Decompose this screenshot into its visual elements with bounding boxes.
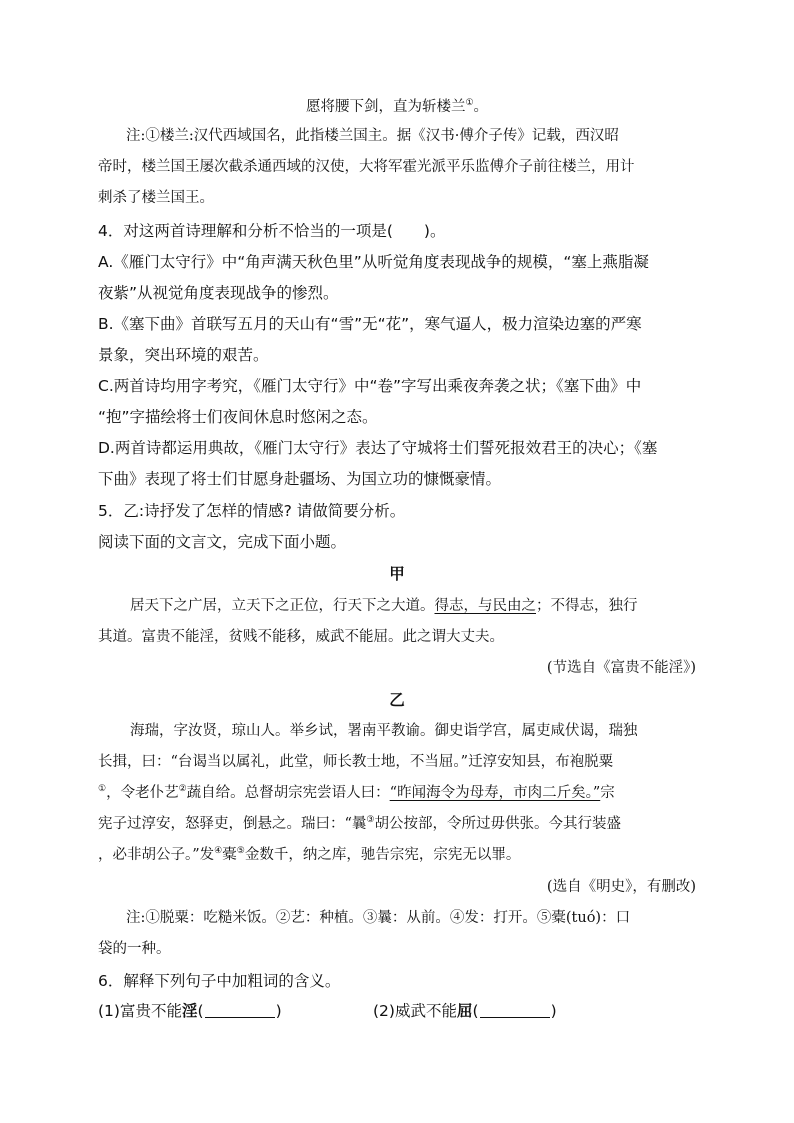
q4-option-a-line-2: 夜紫”从视觉角度表现战争的惨烈。 [98, 284, 339, 302]
footnote-mark: ④ [214, 846, 223, 857]
passage-yi-text: 蔬自给。总督胡宗宪尝语人曰： [186, 785, 390, 801]
underlined-sentence: “昨闻海令为母寿，市肉二斤矣。” [389, 785, 601, 801]
poem-note-line-1: 注:①楼兰:汉代西域国名，此指楼兰国主。据《汉书·傅介子传》记载，西汉昭 [126, 128, 619, 144]
passage-jia-line-1 [130, 596, 638, 616]
q4-option-c-line-1: C.两首诗均用字考究，《雁门太守行》中“卷”字写出乘夜奔袭之状；《塞下曲》中 [98, 377, 642, 395]
passage-yi-source: (选自《明史》，有删改) [546, 879, 696, 895]
q4-option-b-line-2: 景象，突出环境的艰苦。 [98, 346, 269, 364]
q4-option-b-line-1: B.《塞下曲》首联写五月的天山有“雪”无“花”，寒气逼人，极力渲染边塞的严寒 [98, 315, 642, 333]
footnote-mark: ① [98, 784, 107, 795]
item-text: 威武不能 [394, 1002, 457, 1020]
answer-blank[interactable] [205, 1003, 275, 1018]
poem-line-end: 。 [473, 99, 489, 115]
passage-yi-line-1: 海瑞，字汝贤，琼山人。举乡试，署南平教谕。御史诣学宫，属吏咸伏谒，瑞独 [130, 723, 638, 739]
poem-note-line-2: 帝时，楼兰国王屡次截杀通西域的汉使，大将军霍光派平乐监傅介子前往楼兰，用计 [98, 159, 635, 175]
passage-yi-text: 金数千，纳之库，驰告宗宪，宗宪无以罪。 [244, 847, 521, 863]
bold-word: 淫 [181, 1002, 198, 1020]
poem-line-text: 愿将腰下剑，直为斩楼兰 [305, 99, 466, 115]
q6-item-2: (2)威武不能屈( ) [373, 1002, 557, 1020]
q6-item-1: (1)富贵不能淫( ) [98, 1002, 282, 1020]
passage-yi-line-4 [98, 814, 621, 834]
item-text: 富贵不能 [119, 1002, 182, 1020]
passage-yi-line-3 [98, 783, 615, 803]
q4-option-a-line-1: A.《雁门太守行》中“角声满天秋色里”从听觉角度表现战争的规模，“塞上燕脂凝 [98, 253, 649, 271]
question-6-stem: 6．解释下列句子中加粗词的含义。 [98, 972, 341, 990]
passage-yi-line-2: 长揖，曰：“台谒当以属礼，此堂，师长教士地，不当屈。”迁淳安知县，布袍脱粟 [98, 754, 614, 770]
item-number: (1) [98, 1002, 120, 1020]
footnote-mark: ⑤ [236, 846, 245, 857]
passage-yi-text: 宪子过淳安，怒驿吏，倒悬之。瑞曰：“曩 [98, 816, 367, 832]
passage-yi-text: 宗 [600, 785, 615, 801]
passage-yi-text: ，必非胡公子。”发 [98, 847, 215, 863]
answer-blank[interactable] [480, 1003, 550, 1018]
poem-note-line-3: 刺杀了楼兰国王。 [98, 190, 214, 206]
footnote-mark: ② [178, 784, 187, 795]
q4-option-d-line-2: 下曲》表现了将士们甘愿身赴疆场、为国立功的慷慨豪情。 [98, 470, 502, 488]
passage-jia-text: ；不得志，独行 [536, 598, 638, 614]
poem-last-line [0, 97, 794, 117]
q4-option-c-line-2: “抱”字描绘将士们夜间休息时悠闲之态。 [98, 408, 378, 426]
q4-option-d-line-1: D.两首诗都运用典故，《雁门太守行》表达了守城将士们誓死报效君王的决心；《塞 [98, 439, 658, 457]
reading-intro: 阅读下面的文言文，完成下面小题。 [98, 533, 347, 551]
question-5-stem: 5．乙:诗抒发了怎样的情感? 请做简要分析。 [98, 502, 406, 520]
passage-yi-line-5 [98, 845, 520, 865]
passage-yi-text: ，令老仆艺 [106, 785, 179, 801]
yi-note-line-2: 袋的一种。 [98, 941, 171, 957]
footnote-mark: ③ [366, 815, 375, 826]
question-4-stem: 4．对这两首诗理解和分析不恰当的一项是( )。 [98, 222, 446, 240]
yi-note-line-1: 注:①脱粟：吃糙米饭。②艺：种植。③曩：从前。④发：打开。⑤橐(tuó)：口 [126, 910, 631, 926]
passage-yi-heading: 乙 [389, 691, 405, 709]
footnote-mark: ① [465, 98, 474, 109]
passage-jia-text: 居天下之广居，立天下之正位，行天下之大道。 [130, 598, 435, 614]
passage-yi-text: 橐 [222, 847, 237, 863]
underlined-sentence: 得志，与民由之 [434, 598, 536, 614]
item-number: (2) [373, 1002, 395, 1020]
passage-jia-line-2: 其道。富贵不能淫，贫贱不能移，威武不能屈。此之谓大丈夫。 [98, 629, 504, 645]
passage-yi-text: 胡公按部，令所过毋供张。今其行装盛 [374, 816, 621, 832]
passage-jia-heading: 甲 [389, 565, 405, 583]
passage-jia-source: (节选自《富贵不能淫》) [546, 660, 696, 676]
bold-word: 屈 [456, 1002, 473, 1020]
